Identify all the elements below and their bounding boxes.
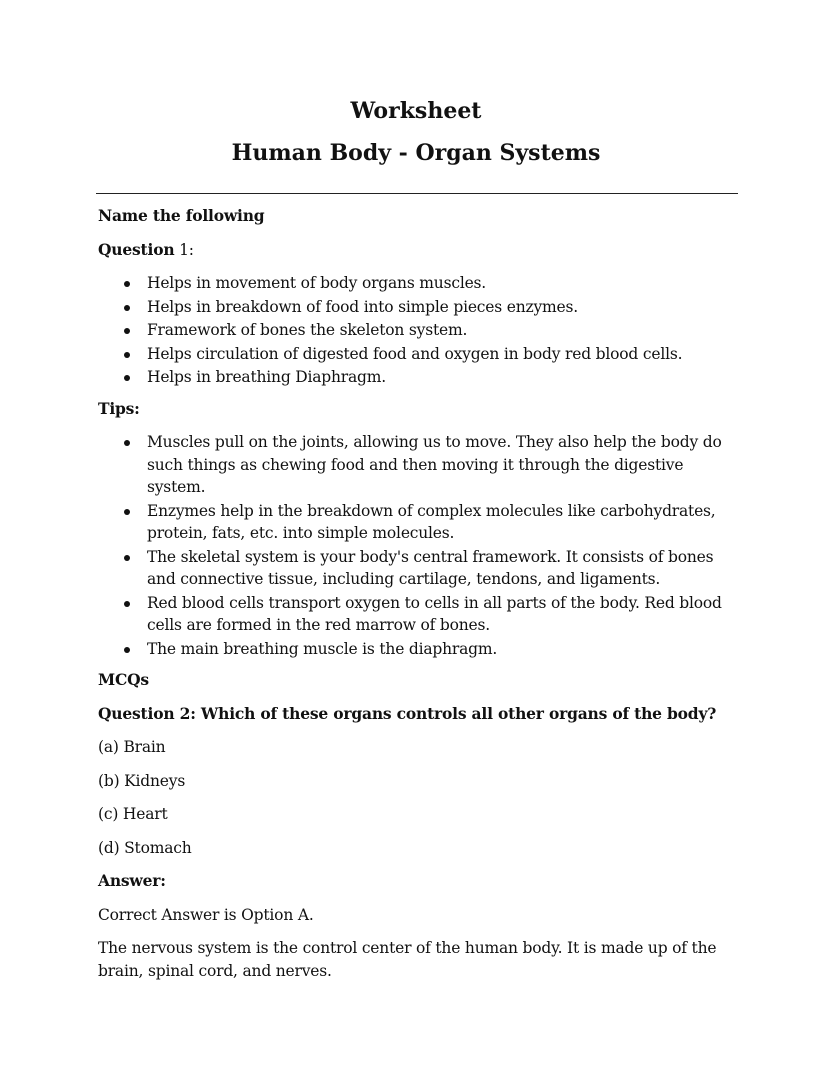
tips-list xyxy=(98,431,743,660)
tips-heading: Tips: xyxy=(98,398,140,418)
worksheet-content xyxy=(98,205,743,993)
option-d: (d) Stomach xyxy=(98,838,192,857)
option-a: (a) Brain xyxy=(98,738,166,756)
page-subtitle: Human Body - Organ Systems xyxy=(231,140,601,166)
list-item: Red blood cells transport oxygen to cells in all parts of the body. Red blood cells are formed in the red marrow of bones. xyxy=(147,592,743,637)
list-item: Helps in movement of body organs muscles. xyxy=(147,272,743,295)
question-1-list xyxy=(98,272,743,389)
mcq-heading: MCQs xyxy=(98,670,149,689)
question-2: Question 2: Which of these organs controls all other organs of the body? xyxy=(98,703,717,723)
answer-explanation: The nervous system is the control center of the human body. It is made up of the brain, spinal cord, and nerves. xyxy=(98,939,717,980)
answer-text: Correct Answer is Option A. xyxy=(98,905,314,924)
list-item: Helps in breakdown of food into simple pieces enzymes. xyxy=(147,296,743,319)
option-b: (b) Kidneys xyxy=(98,771,186,790)
list-item: Framework of bones the skeleton system. xyxy=(147,319,743,342)
header-divider xyxy=(96,193,738,194)
list-item: Helps in breathing Diaphragm. xyxy=(147,366,743,389)
list-item: The skeletal system is your body's central framework. It consists of bones and connective tissue, including cartilage, tendons, and ligaments. xyxy=(147,546,743,591)
list-item: The main breathing muscle is the diaphragm. xyxy=(147,638,743,661)
list-item: Enzymes help in the breakdown of complex molecules like carbohydrates, protein, fats, etc. into simple molecules. xyxy=(147,500,743,545)
list-item: Muscles pull on the joints, allowing us to move. They also help the body do such things as chewing food and then moving it through the digestive system. xyxy=(147,431,743,499)
question-label: Question xyxy=(98,239,175,259)
question-1-label xyxy=(98,239,743,262)
answer-heading: Answer: xyxy=(98,871,166,890)
question-number: 1: xyxy=(174,240,194,259)
list-item: Helps circulation of digested food and oxygen in body red blood cells. xyxy=(147,343,743,366)
option-c: (c) Heart xyxy=(98,805,168,823)
section-heading-name-following: Name the following xyxy=(98,206,265,225)
page-title: Worksheet xyxy=(350,98,482,124)
